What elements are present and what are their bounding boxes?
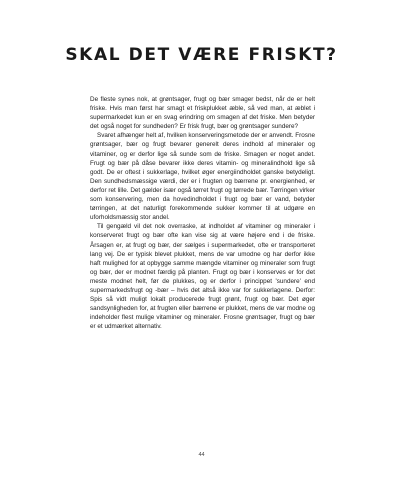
paragraph-vitamins: Til gengæld vil det nok overraske, at indholdet af vitaminer og mineraler i konserveret frugt og bær ofte kan vise sig at være højere end i de friske. Årsagen er, at frugt og bær, der sælges i supermarkedet, ofte er transporteret lang vej. De er typisk blevet plukket, mens de var umodne og har derfor ikke haft mulighed for at opbygge samme mængde vitaminer og mineraler som frugt og bær, der er modnet færdig på planten. Frugt og bær i konserves er for det meste modnet helt, før de plukkes, og er derfor i princippet 'sundere' end supermarkedsfrugt og -bær – hvis det altså ikke var for sukkerlagene. Derfor: Spis så vidt muligt lokalt producerede frugt grønt, frugt og bær. Det øger sandsynligheden for, at frugten eller bærrene er plukket, mens de var modne og indeholder flest mulige vitaminer og mineraler. Frosne grøntsager, frugt og bær er et udmærket alternativ. (90, 223, 315, 331)
paragraph-preservation: Svaret afhænger helt af, hvilken konserveringsmetode der er anvendt. Frosne grøntsager, bær og frugt bevarer generelt deres indhold af mineraler og vitaminer, og er derfor lige så sunde som de friske. Smagen er noget andet. Frugt og bær på dåse bevarer ikke deres vitamin- og mineralindhold lige så godt. De er oftest i sukkerlage, hvilket øger energiindholdet ganske betydeligt. Den sundhedsmæssige værdi, der er i frugten og bærrene pr. energienhed, er derfor ret lille. Det gælder især også tørret frugt og tørrede bær. Tørringen virker som konservering, men da hovedindholdet i frugt og bær er vand, betyder tørringen, at det naturligt forekommende sukker kommer til at udgøre en uforholdsmæssig stor andel. (90, 132, 315, 222)
page-title: SKAL DET VÆRE FRISKT? (65, 45, 338, 65)
page-number: 44 (198, 452, 205, 458)
body-text (90, 95, 315, 331)
paragraph-intro: De fleste synes nok, at grøntsager, frugt og bær smager bedst, når de er helt friske. Hvis man først har smagt et friskplukket æble, så ved man, at æblet i supermarkedet kun er en svag erindring om smagen af det friske. Men betyder det også noget for sundheden? Er frisk frugt, bær og grøntsager sundere? (90, 96, 315, 131)
